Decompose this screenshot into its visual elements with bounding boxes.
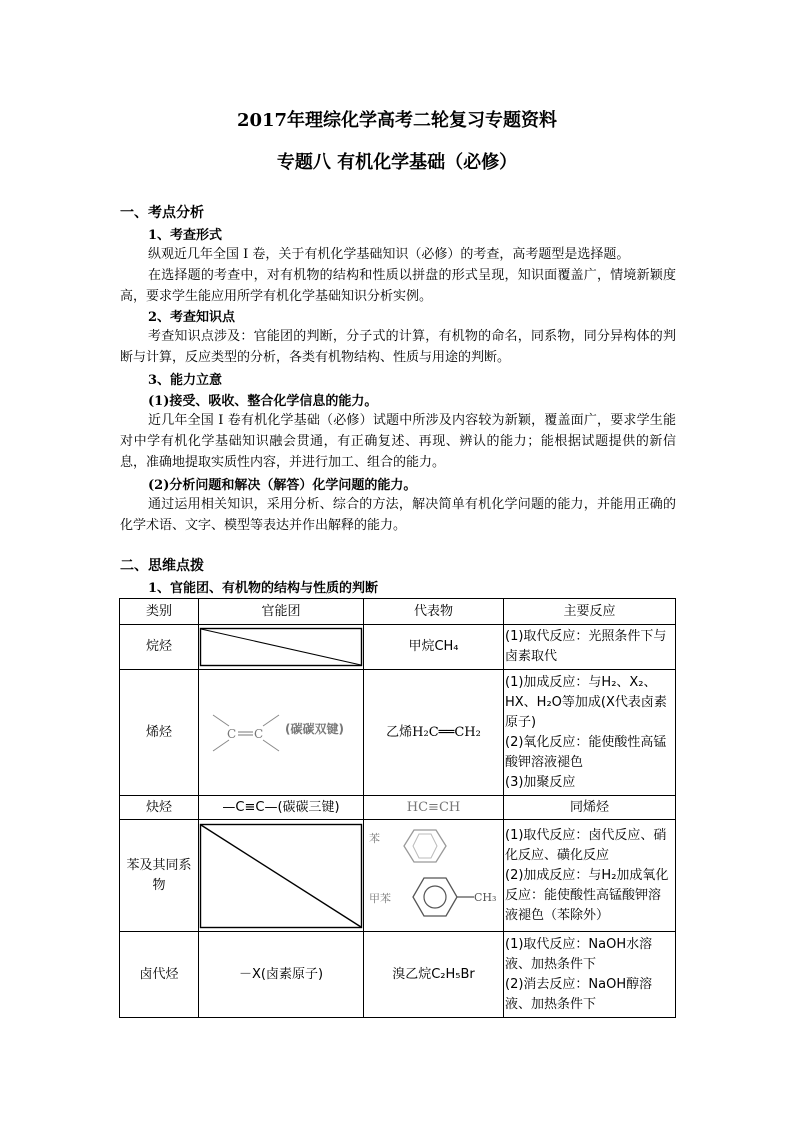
haloalkane-category: 卤代烃 (120, 932, 199, 1018)
ability-paragraph-2: 通过运用相关知识，采用分析、综合的方法，解决简单有机化学问题的能力，并能用正确的化学术语、文字、模型等表达并作出解释的能力。 (120, 497, 676, 533)
benzene-reaction-2: (2)加成反应：与H₂加成氧化反应：能使酸性高锰酸钾溶液褪色（苯除外） (505, 867, 669, 923)
table-row-haloalkane (120, 932, 676, 1018)
section1-2-heading: 2、考查知识点 (148, 310, 236, 325)
alkene-functional-group (199, 670, 364, 796)
section1-3-heading: 3、能力立意 (148, 373, 223, 388)
benzene-reactions (504, 820, 676, 932)
section1-1-paragraph2: 在选择题的考查中，对有机物的结构和性质以拼盘的形式呈现，知识面覆盖广，情境新颖度高，要求学生能应用所学有机化学基础知识分析实例。 (120, 268, 676, 304)
alkyne-functional-group: —C≡C—(碳碳三键) (199, 796, 364, 820)
header-representative: 代表物 (364, 599, 504, 625)
diagonal-slash-icon (199, 625, 364, 669)
alkene-representative: 乙烯H₂C══CH₂ (364, 670, 504, 796)
header-main-reactions: 主要反应 (504, 599, 676, 625)
benzene-functional-group-empty (199, 820, 364, 932)
table-row-alkene (120, 670, 676, 796)
alkene-reaction-3: (3)加聚反应 (505, 774, 576, 790)
alkane-representative: 甲烷CH₄ (364, 625, 504, 670)
section1-heading: 一、考点分析 (120, 205, 204, 221)
alkane-category: 烷烃 (120, 625, 199, 670)
alkane-functional-group-empty (199, 625, 364, 670)
table-row-alkane (120, 625, 676, 670)
haloalkane-reaction-1: (1)取代反应：NaOH水溶液、加热条件下 (505, 936, 653, 972)
alkene-reactions (504, 670, 676, 796)
alkene-fg-atom1: C (227, 727, 237, 741)
section2-1-heading: 1、官能团、有机物的结构与性质的判断 (148, 581, 379, 596)
ability-subheading-1: (1)接受、吸收、整合化学信息的能力。 (148, 394, 378, 409)
header-functional-group: 官能团 (199, 599, 364, 625)
section1-1-paragraph1: 纵观近几年全国 I 卷，关于有机化学基础知识（必修）的考查，高考题型是选择题。 (148, 247, 630, 262)
alkyne-category: 炔烃 (120, 796, 199, 820)
toluene-ring (413, 878, 457, 916)
diagonal-slash-icon (199, 823, 364, 929)
document-subtitle: 专题八 有机化学基础（必修） (276, 152, 518, 173)
toluene-ch3: CH₃ (474, 891, 497, 904)
alkene-fg-note: (碳碳双键) (285, 722, 344, 736)
haloalkane-functional-group: －X(卤素原子) (199, 932, 364, 1018)
haloalkane-reactions (504, 932, 676, 1018)
alkyne-representative: HC≡CH (364, 796, 504, 820)
table-header-row (120, 599, 676, 625)
benzene-ring (404, 830, 446, 862)
haloalkane-reaction-2: (2)消去反应：NaOH醇溶液、加热条件下 (505, 976, 653, 1012)
section1-2-paragraph: 考查知识点涉及：官能团的判断，分子式的计算，有机物的命名，同系物，同分异构体的判断与计算，反应类型的分析，各类有机物结构、性质与用途的判断。 (120, 329, 676, 365)
alkene-reaction-2: (2)氧化反应：能使酸性高锰酸钾溶液褪色 (505, 734, 667, 770)
table-row-benzene (120, 820, 676, 932)
haloalkane-representative: 溴乙烷C₂H₅Br (364, 932, 504, 1018)
alkene-category: 烯烃 (120, 670, 199, 796)
toluene-label: 甲苯 (369, 892, 391, 905)
benzene-reaction-1: (1)取代反应：卤代反应、硝化反应、磺化反应 (505, 827, 667, 863)
organic-properties-table (119, 598, 676, 1018)
benzene-category: 苯及其同系物 (120, 820, 199, 932)
document-title: 2017年理综化学高考二轮复习专题资料 (236, 110, 558, 131)
alkene-reaction-1: (1)加成反应：与H₂、X₂、HX、H₂O等加成(X代表卤素原子) (505, 674, 667, 730)
alkane-reaction-1: (1)取代反应：光照条件下与卤素取代 (505, 629, 667, 664)
benzene-representative (364, 820, 504, 932)
alkene-fg-atom2: C (254, 727, 264, 741)
benzene-label: 苯 (369, 832, 380, 845)
section2-heading: 二、思维点拨 (120, 558, 204, 574)
section1-1-heading: 1、考查形式 (148, 228, 223, 243)
alkane-reactions (504, 625, 676, 670)
carbon-double-bond-icon (201, 699, 361, 759)
ability-paragraph-1: 近几年全国 I 卷有机化学基础（必修）试题中所涉及内容较为新颖，覆盖面广，要求学生能对中学有机化学基础知识融会贯通，有正确复述、再现、辨认的能力；能根据试题提供的新信息，准确地提取实质性内容，并进行加工、组合的能力。 (120, 413, 676, 470)
alkyne-reactions: 同烯烃 (504, 796, 676, 820)
header-category: 类别 (120, 599, 199, 625)
benzene-toluene-structures-icon (366, 820, 502, 924)
ability-subheading-2: (2)分析问题和解决（解答）化学问题的能力。 (148, 478, 417, 493)
table-row-alkyne (120, 796, 676, 820)
